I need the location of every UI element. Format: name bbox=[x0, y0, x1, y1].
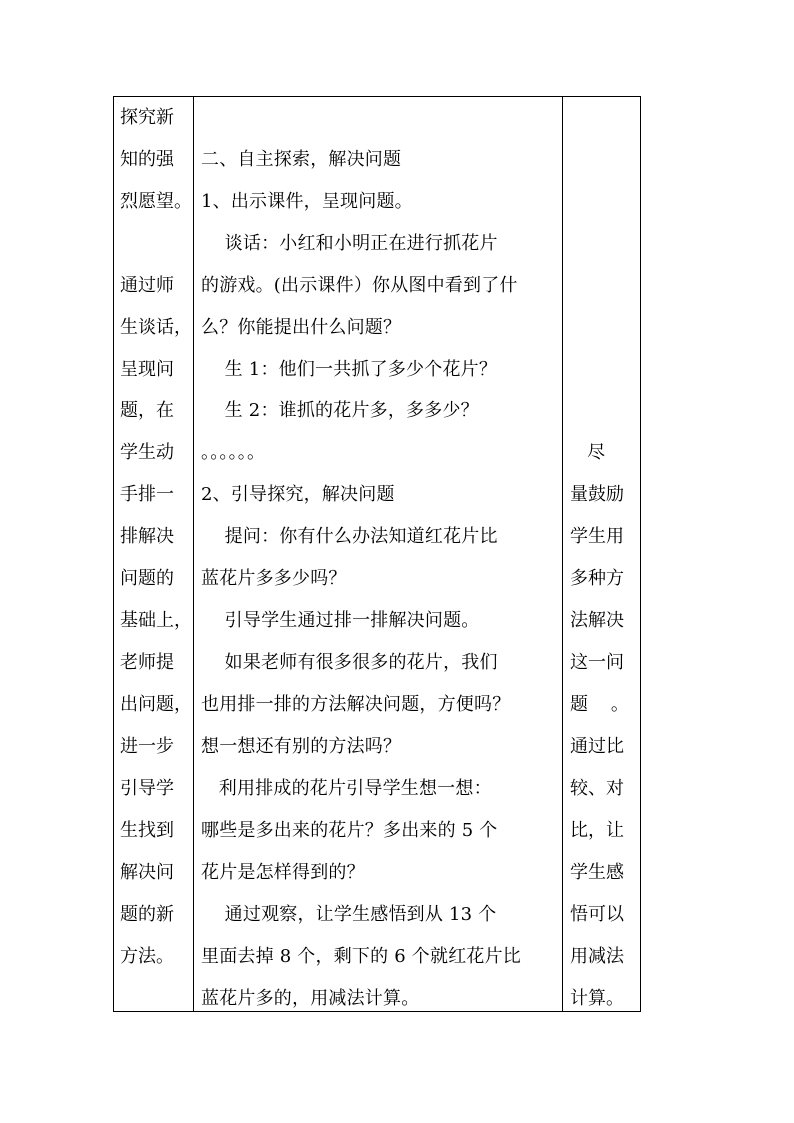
text-line: 进一步 bbox=[120, 736, 174, 757]
text-line: 1、出示课件，呈现问题。 bbox=[201, 191, 413, 212]
text-line: 的游戏。(出示课件）你从图中看到了什 bbox=[201, 275, 518, 296]
text-line: 谈话：小红和小明正在进行抓花片 bbox=[201, 233, 498, 254]
text-line: 哪些是多出来的花片？多出来的 5 个 bbox=[201, 820, 498, 841]
text-line: 学生用 bbox=[570, 526, 624, 547]
text-line: 用减法 bbox=[570, 946, 624, 967]
text-line: 如果老师有很多很多的花片，我们 bbox=[201, 652, 498, 673]
text-line: 题，在 bbox=[120, 400, 174, 421]
lesson-plan-table bbox=[113, 96, 641, 1012]
text-line: 生 1：他们一共抓了多少个花片？ bbox=[201, 359, 498, 380]
text-line: 通过观察，让学生感悟到从 13 个 bbox=[201, 904, 497, 925]
text-line: 解决问 bbox=[120, 862, 174, 883]
text-line: 烈愿望。 bbox=[120, 191, 192, 212]
text-line: 利用排成的花片引导学生想一想： bbox=[201, 778, 492, 799]
text-line: 生 2：谁抓的花片多，多多少？ bbox=[201, 400, 479, 421]
text-line: 方法。 bbox=[120, 946, 174, 967]
text-line: 题 。 bbox=[570, 694, 629, 715]
text-line: 悟可以 bbox=[570, 904, 624, 925]
text-line: 出问题， bbox=[120, 694, 192, 715]
text-line: 问题的 bbox=[120, 568, 174, 589]
text-line: 知的强 bbox=[120, 149, 174, 170]
text-line: 生谈话， bbox=[120, 317, 192, 338]
text-line: 蓝花片多的，用减法计算。 bbox=[201, 988, 420, 1009]
text-line: 引导学生通过排一排解决问题。 bbox=[201, 610, 480, 631]
text-line: 通过比 bbox=[570, 736, 624, 757]
column-divider bbox=[562, 97, 563, 1011]
text-line: 法解决 bbox=[570, 610, 624, 631]
text-line: 也用排一排的方法解决问题，方便吗？ bbox=[201, 694, 511, 715]
text-line: 里面去掉 8 个，剩下的 6 个就红花片比 bbox=[201, 946, 521, 967]
text-line: 老师提 bbox=[120, 652, 174, 673]
text-line: 较、对 bbox=[570, 778, 624, 799]
section-heading: 二、自主探索，解决问题 bbox=[201, 149, 402, 170]
column-divider bbox=[193, 97, 194, 1011]
text-line: 引导学 bbox=[120, 778, 174, 799]
text-line: 比，让 bbox=[570, 820, 624, 841]
text-line: 计算。 bbox=[570, 988, 624, 1009]
text-line: 想一想还有别的方法吗？ bbox=[201, 736, 402, 757]
text-line: 多种方 bbox=[570, 568, 624, 589]
text-line: 学生感 bbox=[570, 862, 624, 883]
text-line: 题的新 bbox=[120, 904, 174, 925]
text-line: 。。。。。。 bbox=[201, 442, 266, 463]
text-line: 探究新 bbox=[120, 107, 174, 128]
text-line: 通过师 bbox=[120, 275, 174, 296]
text-line: 这一问 bbox=[570, 652, 624, 673]
text-line: 手排一 bbox=[120, 484, 174, 505]
text-line: 花片是怎样得到的？ bbox=[201, 862, 365, 883]
text-line: 排解决 bbox=[120, 526, 174, 547]
text-line: 量鼓励 bbox=[570, 484, 624, 505]
text-line: 呈现问 bbox=[120, 359, 174, 380]
text-line: 生找到 bbox=[120, 820, 174, 841]
section-heading: 2、引导探究，解决问题 bbox=[201, 484, 395, 505]
text-line: 尽 bbox=[570, 442, 606, 463]
text-line: 蓝花片多多少吗？ bbox=[201, 568, 347, 589]
text-line: 学生动 bbox=[120, 442, 174, 463]
text-line: 基础上， bbox=[120, 610, 192, 631]
text-line: 么？你能提出什么问题？ bbox=[201, 317, 402, 338]
text-line: 提问：你有什么办法知道红花片比 bbox=[201, 526, 498, 547]
